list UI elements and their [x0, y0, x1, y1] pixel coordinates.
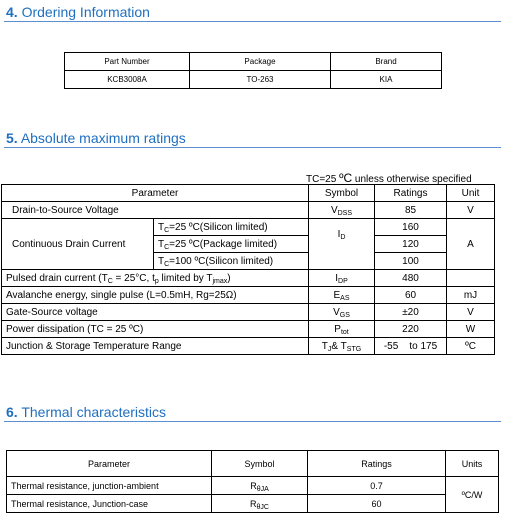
- section-thermal-title: [6, 404, 166, 420]
- value-cell: 0.7: [308, 477, 446, 495]
- param-subscript: jmax: [212, 277, 228, 285]
- section-number: 6.: [6, 404, 18, 420]
- symbol-cell: [309, 321, 375, 338]
- unit-cell: mJ: [447, 287, 495, 304]
- section-title-text: Thermal characteristics: [21, 404, 167, 420]
- table-row: [2, 270, 495, 287]
- value-cell: 100: [375, 253, 447, 270]
- brand-cell: KIA: [331, 71, 442, 89]
- param-subscript: p: [154, 277, 159, 285]
- condition-cell: [154, 219, 309, 236]
- header-unit: Unit: [447, 185, 495, 202]
- param-cell: Continuous Drain Current: [2, 219, 154, 270]
- condition-suffix: unless otherwise specified: [352, 174, 472, 185]
- cond-text: =100 ºC(Silicon limited): [169, 255, 274, 267]
- param-text: limited by T: [158, 272, 213, 284]
- section-number: 4.: [6, 4, 18, 20]
- table-row: [2, 219, 495, 236]
- condition-degree: ºC: [339, 171, 353, 185]
- symbol-cell: [309, 338, 375, 355]
- table-row: [65, 71, 442, 89]
- value-cell: 60: [308, 495, 446, 513]
- table-row: [2, 338, 495, 355]
- symbol-cell: [212, 495, 308, 513]
- table-row: [2, 287, 495, 304]
- unit-cell: A: [447, 219, 495, 270]
- header-parameter: Parameter: [2, 185, 309, 202]
- param-cell: Thermal resistance, Junction-case: [7, 495, 212, 513]
- symbol-text: R: [250, 480, 257, 491]
- unit-cell: V: [447, 304, 495, 321]
- symbol-text: I: [337, 229, 341, 240]
- param-cell: Drain-to-Source Voltage: [2, 202, 309, 219]
- param-cell: Thermal resistance, junction-ambient: [7, 477, 212, 495]
- symbol-cell: [309, 304, 375, 321]
- unit-cell: W: [447, 321, 495, 338]
- param-text: ): [227, 272, 231, 284]
- symbol-text: V: [333, 306, 340, 318]
- symbol-subscript: AS: [340, 294, 350, 302]
- symbol-cell: [309, 219, 375, 270]
- section-title-text: Absolute maximum ratings: [20, 130, 186, 146]
- cond-text: =25 ºC(Silicon limited): [169, 221, 268, 233]
- cond-sub: C: [164, 226, 170, 234]
- table-header-row: [7, 451, 499, 477]
- cond-pre: T: [158, 255, 165, 267]
- param-cell: Power dissipation (TC = 25 ºC): [2, 321, 309, 338]
- table-row: [2, 321, 495, 338]
- symbol-subscript: θJC: [256, 503, 269, 511]
- param-cell: [2, 270, 309, 287]
- param-text: = 25°C, t: [112, 272, 155, 284]
- symbol-text: R: [250, 498, 257, 509]
- symbol-text: T: [321, 340, 328, 352]
- symbol-subscript: STG: [346, 345, 362, 353]
- value-cell: 220: [375, 321, 447, 338]
- param-cell: Avalanche energy, single pulse (L=0.5mH, Rg=25Ω): [2, 287, 309, 304]
- ratings-condition-note: [306, 171, 472, 185]
- header-brand: Brand: [331, 53, 442, 71]
- absolute-ratings-table: [1, 184, 495, 355]
- symbol-cell: [212, 477, 308, 495]
- header-symbol: Symbol: [212, 451, 308, 477]
- symbol-subscript: J: [327, 345, 332, 353]
- unit-cell: V: [447, 202, 495, 219]
- table-row: [7, 477, 499, 495]
- cond-sub: C: [164, 243, 170, 251]
- ordering-table: [64, 52, 442, 89]
- header-symbol: Symbol: [309, 185, 375, 202]
- part-number-cell: KCB3008A: [65, 71, 190, 89]
- header-ratings: Ratings: [308, 451, 446, 477]
- symbol-subscript: DSS: [337, 209, 353, 217]
- cond-pre: T: [158, 238, 165, 250]
- param-subscript: C: [107, 277, 113, 285]
- value-cell: 120: [375, 236, 447, 253]
- unit-cell: [447, 270, 495, 287]
- table-row: [7, 495, 499, 513]
- condition-prefix: TC=25: [306, 174, 340, 185]
- thermal-table: [6, 450, 499, 513]
- value-cell: 480: [375, 270, 447, 287]
- symbol-cell: [309, 202, 375, 219]
- symbol-text: I: [335, 272, 339, 284]
- condition-cell: [154, 236, 309, 253]
- symbol-subscript: DP: [338, 277, 348, 285]
- header-part-number: Part Number: [65, 53, 190, 71]
- value-cell: ±20: [375, 304, 447, 321]
- section-rule: [4, 421, 501, 422]
- table-row: [2, 304, 495, 321]
- symbol-text: V: [330, 204, 338, 216]
- section-rule: [4, 147, 501, 148]
- symbol-text: E: [333, 289, 341, 301]
- symbol-cell: [309, 287, 375, 304]
- param-cell: Junction & Storage Temperature Range: [2, 338, 309, 355]
- symbol-subscript: tot: [340, 328, 349, 336]
- package-cell: TO-263: [190, 71, 331, 89]
- unit-cell: ºC/W: [446, 477, 499, 513]
- condition-cell: [154, 253, 309, 270]
- param-cell: Gate-Source voltage: [2, 304, 309, 321]
- symbol-cell: [309, 270, 375, 287]
- unit-cell: ºC: [447, 338, 495, 355]
- cond-text: =25 ºC(Package limited): [169, 238, 278, 250]
- section-ratings-title: [6, 130, 186, 146]
- value-cell: 160: [375, 219, 447, 236]
- header-ratings: Ratings: [375, 185, 447, 202]
- cond-sub: C: [164, 260, 170, 268]
- symbol-text: P: [334, 323, 341, 335]
- param-text: Pulsed drain current (T: [6, 272, 108, 284]
- section-ordering-title: [6, 4, 150, 20]
- value-cell: -55 to 175: [375, 338, 447, 355]
- header-package: Package: [190, 53, 331, 71]
- symbol-text: & T: [331, 340, 347, 352]
- symbol-subscript: GS: [339, 311, 350, 319]
- section-rule: [4, 21, 501, 22]
- header-units: Units: [446, 451, 499, 477]
- cond-pre: T: [158, 221, 165, 233]
- table-header-row: [2, 185, 495, 202]
- section-title-text: Ordering Information: [21, 4, 150, 20]
- table-row: [2, 202, 495, 219]
- header-parameter: Parameter: [7, 451, 212, 477]
- section-number: 5.: [6, 130, 18, 146]
- value-cell: 60: [375, 287, 447, 304]
- table-header-row: [65, 53, 442, 71]
- value-cell: 85: [375, 202, 447, 219]
- symbol-subscript: D: [340, 234, 346, 241]
- symbol-subscript: θJA: [256, 485, 269, 493]
